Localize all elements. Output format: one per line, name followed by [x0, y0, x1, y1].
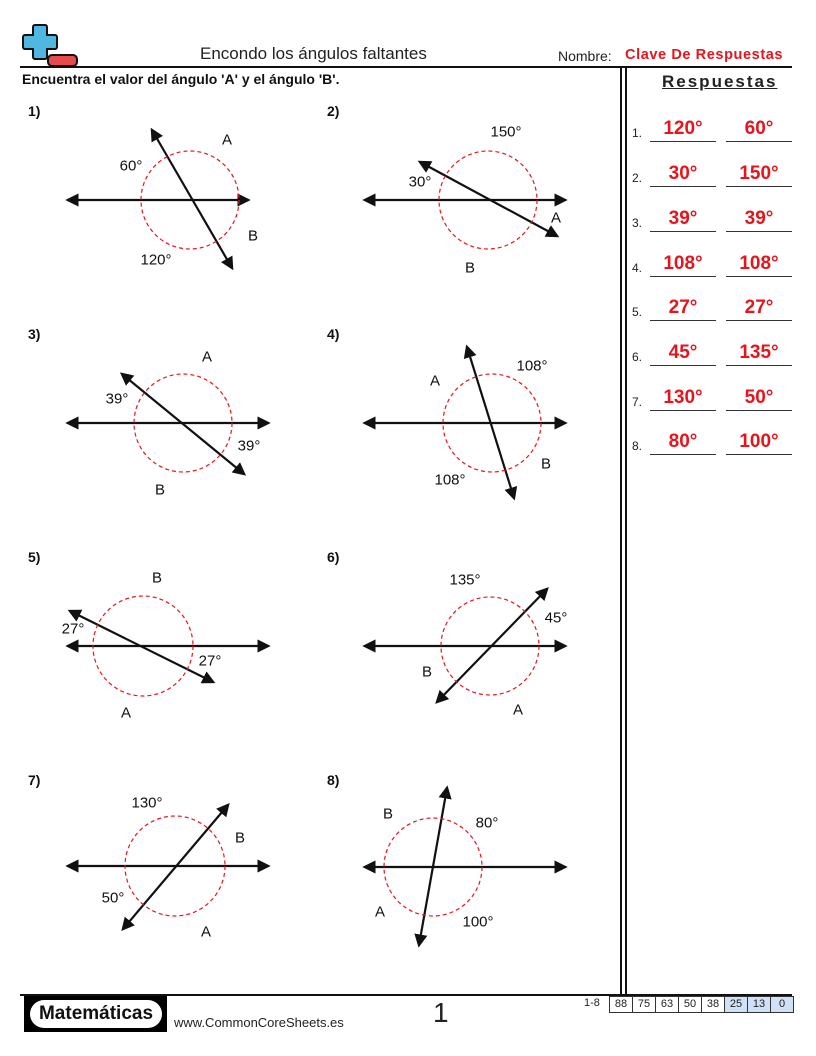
- problem-number: 1): [28, 103, 41, 119]
- angle-a-label: A: [550, 209, 562, 227]
- answer-row: [632, 425, 802, 455]
- answer-row: [632, 381, 802, 411]
- answer-a: 30°: [650, 162, 716, 187]
- score-cell: 0: [771, 997, 793, 1012]
- answer-row: [632, 202, 802, 232]
- name-value: Clave De Respuestas: [625, 47, 784, 63]
- answer-number: 7.: [632, 395, 643, 409]
- given-angle-label: 150°: [490, 123, 522, 141]
- answer-b: 108°: [726, 252, 792, 277]
- answer-row: [632, 336, 802, 366]
- answer-number: 2.: [632, 171, 643, 185]
- problem-number: 8): [327, 772, 340, 788]
- score-cell: 75: [633, 997, 656, 1012]
- angle-a-label: A: [201, 348, 213, 366]
- angle-a-label: A: [374, 903, 386, 921]
- given-angle-label: 27°: [61, 620, 85, 638]
- answer-a: 45°: [650, 341, 716, 366]
- score-cell: 13: [748, 997, 771, 1012]
- answer-b: 39°: [726, 207, 792, 232]
- answer-b: 150°: [726, 162, 792, 187]
- given-angle-label: 39°: [237, 437, 261, 455]
- score-cell: 25: [725, 997, 748, 1012]
- angle-a-label: A: [200, 923, 212, 941]
- page-number: 1: [433, 997, 449, 1028]
- given-angle-label: 60°: [119, 157, 143, 175]
- site-link[interactable]: www.CommonCoreSheets.es: [174, 1015, 344, 1030]
- answer-number: 3.: [632, 216, 643, 230]
- answer-a: 39°: [650, 207, 716, 232]
- answer-number: 5.: [632, 305, 643, 319]
- problem-number: 2): [327, 103, 340, 119]
- score-cell: 38: [702, 997, 725, 1012]
- angle-b-label: B: [540, 455, 552, 473]
- problem-number: 6): [327, 549, 340, 565]
- given-angle-label: 135°: [449, 571, 481, 589]
- answer-row: [632, 112, 802, 142]
- given-angle-label: 100°: [462, 913, 494, 931]
- given-angle-label: 120°: [140, 251, 172, 269]
- answer-b: 60°: [726, 117, 792, 142]
- score-cell: 63: [656, 997, 679, 1012]
- angle-b-label: B: [247, 227, 259, 245]
- answer-row: [632, 247, 802, 277]
- angle-a-label: A: [512, 701, 524, 719]
- name-label: Nombre:: [558, 48, 612, 64]
- given-angle-label: 27°: [198, 652, 222, 670]
- angle-b-label: B: [234, 829, 246, 847]
- given-angle-label: 39°: [105, 390, 129, 408]
- angle-b-label: B: [151, 569, 163, 587]
- worksheet-title: Encondo los ángulos faltantes: [200, 44, 427, 63]
- score-range-label: 1-8: [584, 997, 600, 1009]
- answer-a: 80°: [650, 430, 716, 455]
- given-angle-label: 108°: [434, 471, 466, 489]
- given-angle-label: 30°: [408, 173, 432, 191]
- given-angle-label: 130°: [131, 794, 163, 812]
- plus-minus-logo-icon: [22, 22, 80, 68]
- problem-number: 4): [327, 326, 340, 342]
- answer-number: 1.: [632, 126, 643, 140]
- angle-a-label: A: [120, 704, 132, 722]
- angle-b-label: B: [421, 663, 433, 681]
- answer-b: 50°: [726, 386, 792, 411]
- angle-a-label: A: [429, 372, 441, 390]
- answer-a: 120°: [650, 117, 716, 142]
- answer-b: 27°: [726, 296, 792, 321]
- score-cell: 88: [610, 997, 633, 1012]
- answer-number: 6.: [632, 350, 643, 364]
- problem-number: 3): [28, 326, 41, 342]
- instructions: Encuentra el valor del ángulo 'A' y el ángulo 'B'.: [22, 71, 340, 87]
- given-angle-label: 50°: [101, 889, 125, 907]
- answer-row: [632, 157, 802, 187]
- problem-number: 7): [28, 772, 41, 788]
- score-table: [609, 996, 794, 1013]
- answer-number: 4.: [632, 261, 643, 275]
- angle-a-label: A: [221, 131, 233, 149]
- answer-b: 135°: [726, 341, 792, 366]
- score-cell: 50: [679, 997, 702, 1012]
- answer-a: 108°: [650, 252, 716, 277]
- given-angle-label: 108°: [516, 357, 548, 375]
- header-rule: [20, 66, 792, 68]
- answer-a: 27°: [650, 296, 716, 321]
- given-angle-label: 45°: [544, 609, 568, 627]
- brand-label: Matemáticas: [30, 1000, 162, 1028]
- angle-b-label: B: [382, 805, 394, 823]
- angle-b-label: B: [464, 259, 476, 277]
- answer-number: 8.: [632, 439, 643, 453]
- given-angle-label: 80°: [475, 814, 499, 832]
- angle-b-label: B: [154, 481, 166, 499]
- column-divider: [620, 68, 622, 996]
- column-divider: [625, 68, 627, 996]
- answer-b: 100°: [726, 430, 792, 455]
- answer-a: 130°: [650, 386, 716, 411]
- problem-number: 5): [28, 549, 41, 565]
- answer-row: [632, 291, 802, 321]
- answers-title: Respuestas: [662, 72, 778, 91]
